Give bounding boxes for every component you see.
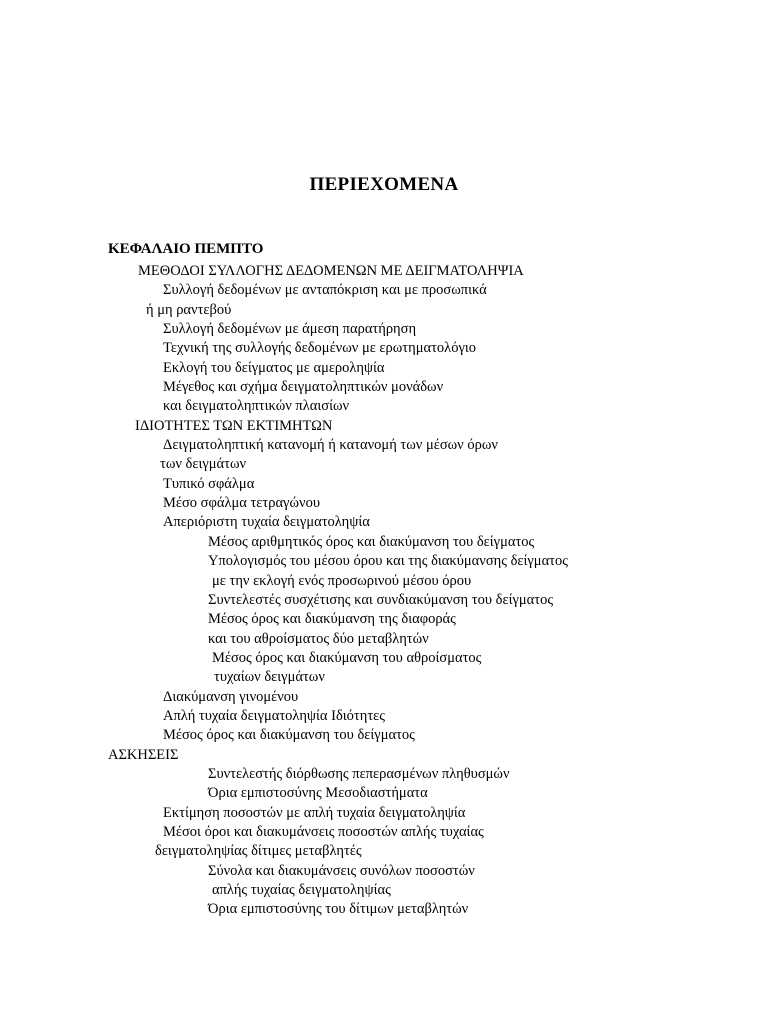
toc-entry: Μέσοι όροι και διακυμάνσεις ποσοστών απλής τυχαίας (163, 823, 484, 840)
toc-section-heading: ΜΕΘΟΔΟΙ ΣΥΛΛΟΓΗΣ ΔΕΔΟΜΕΝΩΝ ΜΕ ΔΕΙΓΜΑΤΟΛΗΨΙΑ (138, 263, 524, 279)
toc-subentry: Μέσος αριθμητικός όρος και διακύμανση του δείγματος (208, 533, 535, 550)
chapter-heading: ΚΕΦΑΛΑΙΟ ΠΕΜΠΤΟ (108, 241, 264, 257)
toc-subentry: Σύνολα και διακυμάνσεις συνόλων ποσοστών (208, 862, 475, 879)
toc-entry-continuation: δειγματοληψίας δίτιμες μεταβλητές (155, 843, 362, 860)
toc-subentry-continuation: και του αθροίσματος δύο μεταβλητών (208, 630, 429, 647)
toc-subentry-continuation: με την εκλογή ενός προσωρινού μέσου όρου (212, 572, 472, 589)
page-title: ΠΕΡΙΕΧΟΜΕΝΑ (309, 174, 459, 195)
toc-entry: Διακύμανση γινομένου (163, 688, 299, 705)
toc-entry: Δειγματοληπτική κατανομή ή κατανομή των μέσων όρων (163, 437, 498, 454)
toc-entry: Συλλογή δεδομένων με άμεση παρατήρηση (163, 321, 417, 338)
toc-subentry: Συντελεστής διόρθωσης πεπερασμένων πληθυσμών (208, 765, 510, 782)
toc-entry-continuation: και δειγματοληπτικών πλαισίων (163, 398, 350, 415)
toc-entry: Τυπικό σφάλμα (163, 475, 255, 492)
toc-entry: Μέσος όρος και διακύμανση του δείγματος (163, 727, 415, 744)
table-of-contents (0, 262, 568, 920)
toc-entry-continuation: των δειγμάτων (160, 456, 247, 473)
toc-entry-continuation: ή μη ραντεβού (146, 301, 232, 318)
toc-section-heading: ΙΔΙΟΤΗΤΕΣ ΤΩΝ ΕΚΤΙΜΗΤΩΝ (135, 417, 333, 434)
toc-entry: Απεριόριστη τυχαία δειγματοληψία (163, 514, 370, 531)
toc-subentry: Μέσος όρος και διακύμανση της διαφοράς (208, 611, 456, 628)
toc-entry: Μέσο σφάλμα τετραγώνου (163, 495, 320, 512)
toc-subentry: Όρια εμπιστοσύνης Μεσοδιαστήματα (208, 785, 428, 802)
toc-entry: Μέγεθος και σχήμα δειγματοληπτικών μονάδων (163, 379, 444, 396)
toc-entry: Απλή τυχαία δειγματοληψία Ιδιότητες (163, 707, 385, 724)
toc-subentry: Συντελεστές συσχέτισης και συνδιακύμανση του δείγματος (208, 591, 554, 608)
toc-entry: Εκλογή του δείγματος με αμεροληψία (163, 359, 385, 376)
toc-subentry-continuation: απλής τυχαίας δειγματοληψίας (212, 882, 391, 898)
toc-entry: Εκτίμηση ποσοστών με απλή τυχαία δειγματοληψία (163, 804, 466, 821)
toc-entry: Τεχνική της συλλογής δεδομένων με ερωτηματολόγιο (163, 340, 476, 357)
toc-subentry-continuation: τυχαίων δειγμάτων (214, 669, 325, 686)
toc-subentry: Μέσος όρος και διακύμανση του αθροίσματος (212, 649, 482, 666)
toc-subentry: Όρια εμπιστοσύνης του δίτιμων μεταβλητών (208, 901, 469, 918)
toc-entry: Συλλογή δεδομένων με ανταπόκριση και με προσωπικά (163, 282, 487, 299)
toc-section-heading: ΑΣΚΗΣΕΙΣ (108, 746, 179, 763)
toc-subentry: Υπολογισμός του μέσου όρου και της διακύμανσης δείγματος (208, 553, 569, 570)
